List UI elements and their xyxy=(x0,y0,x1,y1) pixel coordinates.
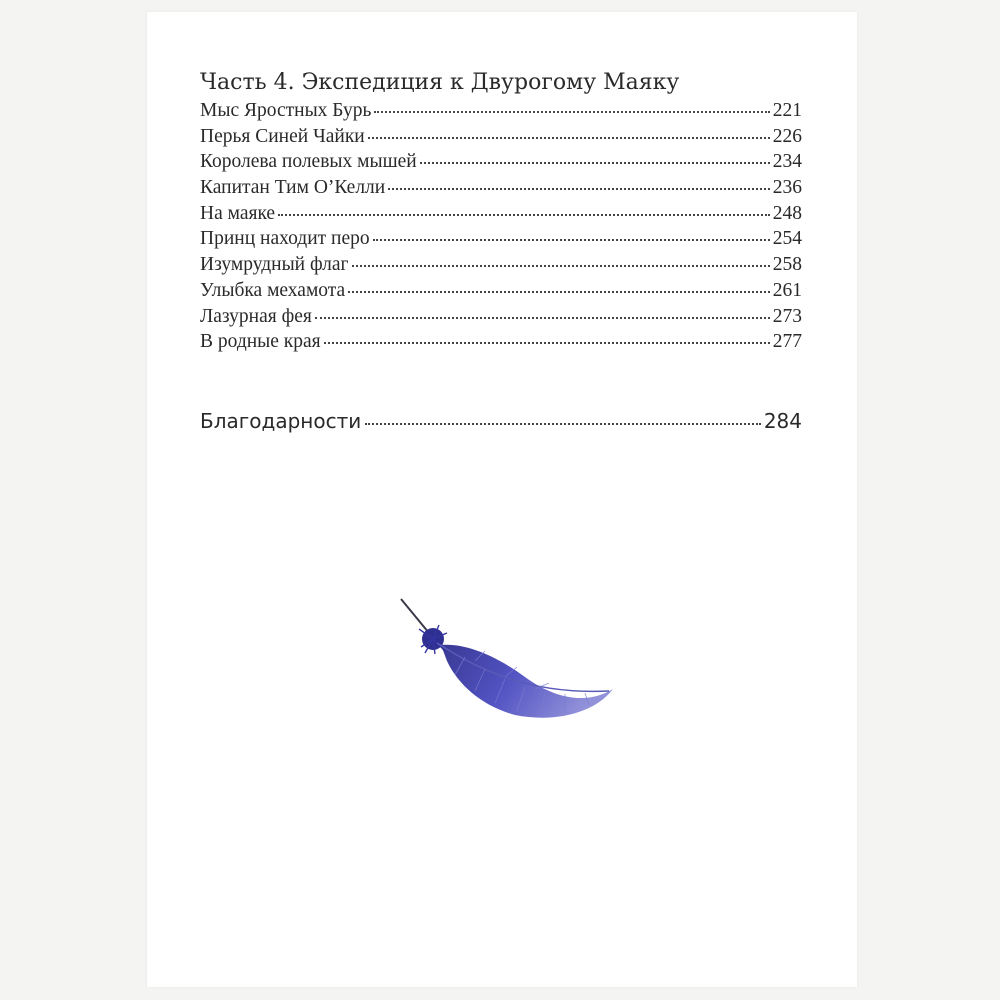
toc-entry xyxy=(200,98,802,124)
leader-dots xyxy=(278,214,770,216)
toc-entry xyxy=(200,175,802,201)
section-heading: Часть 4. Экспедиция к Двурогому Маяку xyxy=(200,70,680,95)
toc-entry-page: 221 xyxy=(772,100,802,121)
toc-entry-page: 261 xyxy=(772,279,802,301)
leader-dots xyxy=(348,291,770,293)
toc-entry xyxy=(200,149,802,175)
leader-dots xyxy=(352,265,770,267)
leader-dots xyxy=(388,188,770,190)
leader-dots xyxy=(374,111,769,113)
toc-entry-title: Перья Синей Чайки xyxy=(200,125,365,147)
toc-entry-page: 226 xyxy=(772,125,802,147)
toc-entry-page: 236 xyxy=(772,177,802,199)
leader-dots xyxy=(420,162,770,164)
leader-dots xyxy=(315,317,770,319)
toc-entry xyxy=(200,226,802,252)
toc-entry-page: 277 xyxy=(772,331,802,353)
acknowledgements-page: 284 xyxy=(763,408,802,433)
toc-entry-page: 254 xyxy=(772,228,802,250)
toc-entry xyxy=(200,278,802,304)
toc-entry-title: В родные края xyxy=(200,331,321,353)
toc-entry xyxy=(200,124,802,150)
toc-entries xyxy=(200,98,802,355)
toc-entry xyxy=(200,201,802,227)
toc-entry-page: 258 xyxy=(772,254,802,276)
toc-entry-title: Королева полевых мышей xyxy=(200,151,417,173)
toc-entry xyxy=(200,252,802,278)
toc-entry-title: Улыбка мехамота xyxy=(200,279,346,301)
toc-entry-title: Изумрудный флаг xyxy=(200,254,349,276)
blue-feather-icon xyxy=(395,595,620,730)
toc-entry-page: 248 xyxy=(772,202,802,224)
toc-entry-title: На маяке xyxy=(200,202,276,224)
toc-entry xyxy=(200,304,802,330)
leader-dots xyxy=(373,239,770,241)
leader-dots xyxy=(324,342,770,344)
leader-dots xyxy=(368,137,770,139)
leader-dots xyxy=(365,423,761,425)
table-of-contents xyxy=(200,68,802,436)
toc-entry-title: Принц находит перо xyxy=(200,228,370,250)
toc-entry-page: 273 xyxy=(772,305,802,327)
toc-entry xyxy=(200,329,802,355)
toc-entry-title: Капитан Тим О’Келли xyxy=(200,177,386,199)
toc-entry-title: Мыс Яростных Бурь xyxy=(200,100,372,121)
toc-entry-title: Лазурная фея xyxy=(200,305,312,327)
acknowledgements-entry xyxy=(200,406,802,436)
acknowledgements-title: Благодарности xyxy=(200,408,362,433)
toc-entry-page: 234 xyxy=(772,151,802,173)
